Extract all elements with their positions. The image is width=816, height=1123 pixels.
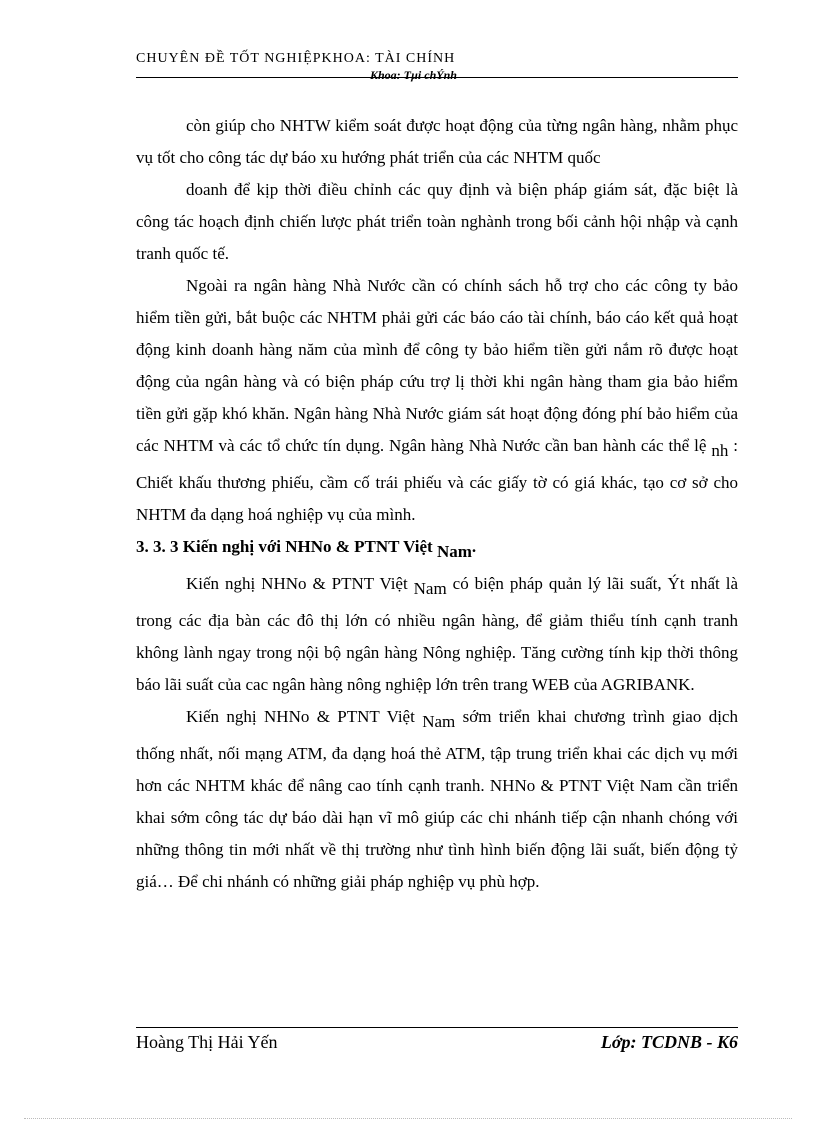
paragraph-3-text: Ngoài ra ngân hàng Nhà Nước cần có chính sách hỗ trợ cho các công ty bảo hiểm tiền gửi, bắt buộc các NHTM phải gửi các báo cáo tài chính, báo cáo kết quả hoạt động kinh doanh hàng năm của mình để công ty bảo hiểm tiền gửi nắm rõ được hoạt động của ngân hàng và có biện pháp cứu trợ lị thời khi ngân hàng tham gia bảo hiểm tiền gửi gặp khó khăn. Ngân hàng Nhà Nước giám sát hoạt động đóng phí bảo hiểm của các NHTM và các tổ chức tín dụng. Ngân hàng Nhà Nước cần ban hành các thể lệ — [136, 276, 738, 455]
footer-divider — [136, 1027, 738, 1028]
paragraph-3-text-end: : Chiết khấu thương phiếu, cầm cố trái phiếu và các giấy tờ có giá khác, tạo cơ sở cho NHTM đa dạng hoá nghiệp vụ của mình. — [136, 436, 738, 524]
paragraph-4-text-end: có biện pháp quản lý lãi suất, Ýt nhất là trong các địa bàn các đô thị lớn có nhiều ngân hàng, để giảm thiểu tính cạnh tranh không lành ngay trong nội bộ ngân hàng Nông nghiệp. Tăng cường tính kịp thời thông báo lãi suất của cac ngân hàng nông nghiệp lớn trên trang WEB của AGRIBANK. — [136, 574, 738, 694]
section-heading-text: 3. 3. 3 Kiến nghị với NHNo & PTNT Việt — [136, 537, 437, 556]
paragraph-5 — [136, 701, 738, 898]
paragraph-5-text-end: sớm triển khai chương trình giao dịch thống nhất, nối mạng ATM, đa dạng hoá thẻ ATM, tập trung triển khai các dịch vụ mới hơn các NHTM khác để nâng cao tính cạnh tranh. NHNo & PTNT Việt Nam cần triển khai sớm công tác dự báo dài hạn vĩ mô giúp các chi nhánh tiếp cận nhanh chóng với những thông tin mới nhất về thị trường như tình hình biến động lãi suất, biến động tỷ giá… Để chi nhánh có những giải pháp nghiệp vụ phù hợp. — [136, 707, 738, 891]
header-divider — [136, 77, 738, 78]
paragraph-5-text: Kiến nghị NHNo & PTNT Việt — [186, 707, 423, 726]
footer-class: Lớp: TCDNB - K6 — [600, 1032, 738, 1052]
header-subtitle: Khoa: Tµi chÝnh — [370, 68, 457, 82]
paragraph-4-text: Kiến nghị NHNo & PTNT Việt — [186, 574, 414, 593]
paragraph-4 — [136, 568, 738, 701]
paragraph-2 — [136, 174, 738, 270]
page-bottom-edge — [24, 1118, 792, 1119]
document-body — [136, 110, 738, 898]
paragraph-2-text: doanh để kịp thời điều chỉnh các quy định và biện pháp giám sát, đặc biệt là công tác hoạch định chiến lược phát triển toàn nghành trong bối cảnh hội nhập và cạnh tranh quốc tế. — [136, 180, 738, 263]
paragraph-3 — [136, 270, 738, 531]
header-title: CHUYÊN ĐỀ TỐT NGHIỆPKHOA: TÀI CHÍNH — [136, 51, 456, 66]
section-heading — [136, 531, 738, 568]
paragraph-1-text: còn giúp cho NHTW kiểm soát được hoạt động của từng ngân hàng, nhằm phục vụ tốt cho công tác dự báo xu hướng phát triển của các NHTM quốc — [136, 116, 738, 167]
footer-author: Hoàng Thị Hải Yến — [136, 1032, 278, 1052]
paragraph-3-sub: nh — [711, 441, 729, 460]
section-heading-end: . — [471, 537, 477, 556]
paragraph-4-sub: Nam — [413, 579, 447, 598]
paragraph-5-sub: Nam — [422, 712, 456, 731]
paragraph-1 — [136, 110, 738, 174]
section-heading-sub: Nam — [436, 542, 472, 561]
